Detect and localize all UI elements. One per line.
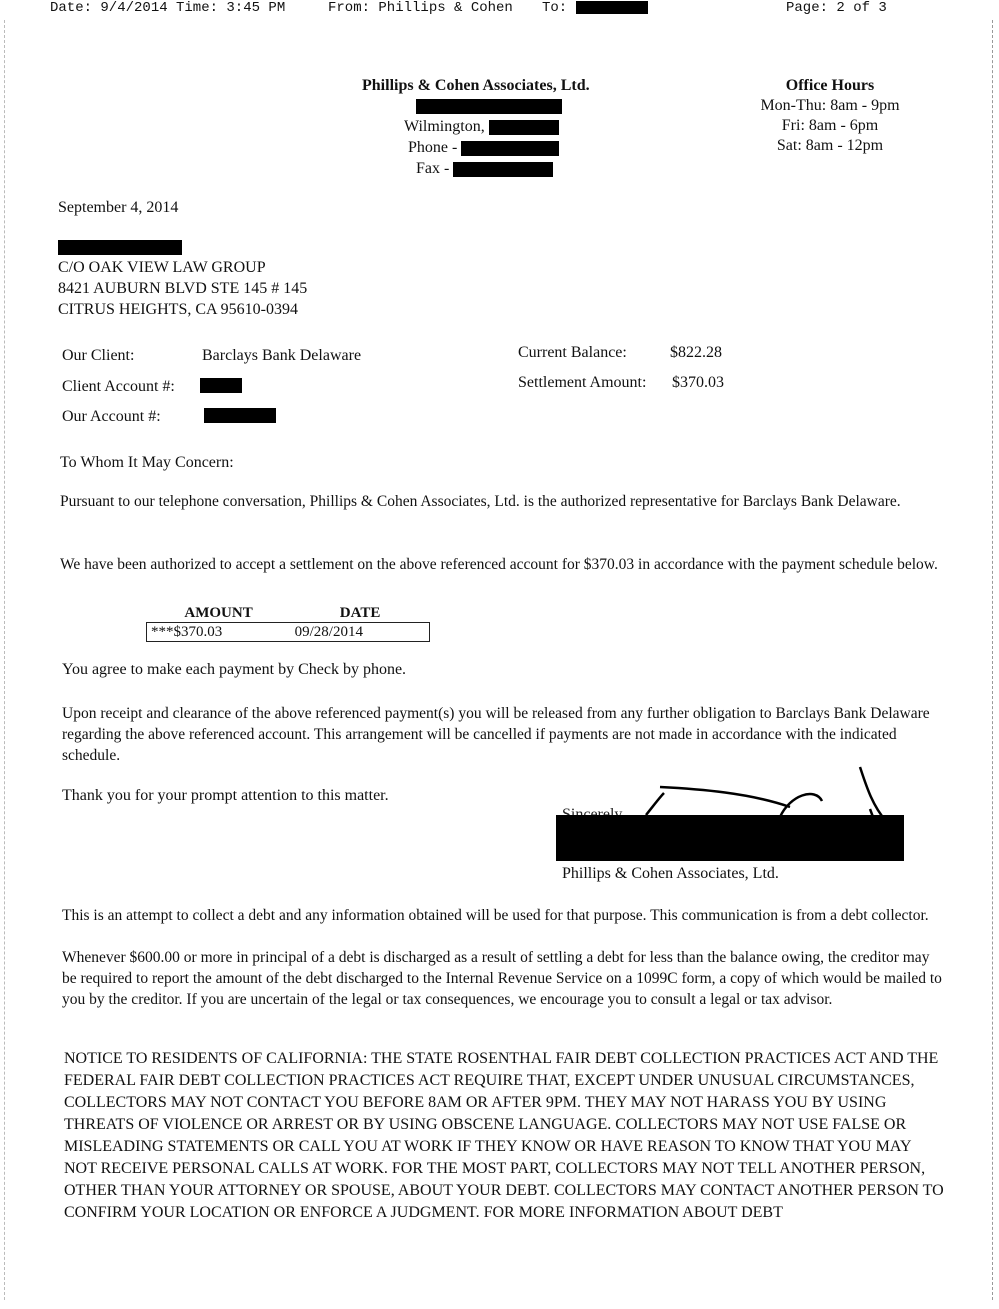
fax-date: Date: 9/4/2014 [50,0,168,16]
address-line: CITRUS HEIGHTS, CA 95610-0394 [58,301,299,318]
signer-redaction [556,815,904,861]
settlement-value: $370.03 [672,374,724,391]
paragraph-settlement: We have been authorized to accept a settlement on the above referenced account for $370.03 in accordance with the payment schedule below. [60,556,938,573]
redaction-bar [453,162,553,177]
redaction-bar [576,1,648,14]
fax-to [542,0,648,16]
office-hours-title: Office Hours [785,77,875,94]
our-client-value: Barclays Bank Delaware [202,347,362,364]
redaction-bar [200,378,242,393]
company-name: Phillips & Cohen Associates, Ltd. [362,77,590,94]
office-hours-line: Mon-Thu: 8am - 9pm [760,97,900,114]
client-account-label: Client Account #: [62,378,175,395]
client-account-redaction [200,376,242,394]
settlement-label: Settlement Amount: [518,374,647,391]
date-header: DATE [339,605,381,621]
paragraph-release: Upon receipt and clearance of the above referenced payment(s) you will be released from any further obligation to Barclays Bank Delaware regarding the above referenced account. This arrangement will be cancelled if payments are not made in accordance with the indicated schedule. [62,705,930,764]
paragraph-representative: Pursuant to our telephone conversation, Phillips & Cohen Associates, Ltd. is the authorized representative for Barclays Bank Delaware. [60,493,901,510]
scan-edge-right [992,20,993,1300]
address-line: 8421 AUBURN BLVD STE 145 # 145 [58,280,308,297]
redaction-bar [58,240,182,255]
our-account-redaction [204,406,276,424]
payment-schedule-table [146,604,430,642]
our-client-label: Our Client: [62,347,135,364]
fax-from: From: Phillips & Cohen [328,0,513,16]
paragraph-payment-method: You agree to make each payment by Check by phone. [62,661,407,678]
fax-line [416,159,553,179]
amount-cell: ***$370.03 [147,623,291,642]
signature-company: Phillips & Cohen Associates, Ltd. [562,865,779,882]
fax-page: Page: 2 of 3 [786,0,887,16]
office-hours-line: Fri: 8am - 6pm [781,117,879,134]
city-label: Wilmington, [404,118,485,135]
debt-collector-disclosure: This is an attempt to collect a debt and any information obtained will be used for that purpose. This communication is from a debt collector. [62,907,929,924]
street-redaction [416,97,562,115]
current-balance-value: $822.28 [670,344,722,361]
office-hours-line: Sat: 8am - 12pm [776,137,884,154]
letter-date: September 4, 2014 [58,199,179,216]
redaction-bar [204,408,276,423]
recipient-name-redaction [58,238,182,256]
table-header-row [147,604,430,623]
date-cell: 09/28/2014 [291,623,430,642]
office-hours [746,76,914,156]
phone-label: Phone - [408,139,458,156]
redaction-bar [489,120,559,135]
fax-label: Fax - [416,160,450,177]
current-balance-label: Current Balance: [518,344,627,361]
fax-to-label: To: [542,0,568,16]
paragraph-thanks: Thank you for your prompt attention to this matter. [62,787,389,804]
california-notice: NOTICE TO RESIDENTS OF CALIFORNIA: THE STATE ROSENTHAL FAIR DEBT COLLECTION PRACTICES ACT AND THE FEDERAL FAIR DEBT COLLECTION PRACTICES ACT REQUIRE THAT, EXCEPT UNDER UNUSUAL CIRCUMSTANCES, COLLECTORS MAY NOT CONTACT YOU BEFORE 8AM OR AFTER 9PM. THEY MAY NOT HARASS YOU BY USING THREATS OF VIOLENCE OR ARREST OR BY USING OBSCENE LANGUAGE. COLLECTORS MAY NOT USE FALSE OR MISLEADING STATEMENTS OR CALL YOU AT WORK IF THEY KNOW OR HAVE REASON TO KNOW THAT YOU MAY NOT RECEIVE PERSONAL CALLS AT WORK. FOR THE MOST PART, COLLECTORS MAY NOT TELL ANOTHER PERSON, OTHER THAN YOUR ATTORNEY OR SPOUSE, ABOUT YOUR DEBT. COLLECTORS MAY CONTACT ANOTHER PERSON TO CONFIRM YOUR LOCATION OR ENFORCE A JUDGMENT. FOR MORE INFORMATION ABOUT DEBT [64,1050,944,1221]
our-account-label: Our Account #: [62,408,161,425]
address-line: C/O OAK VIEW LAW GROUP [58,259,266,276]
fax-time: Time: 3:45 PM [176,0,286,16]
salutation: To Whom It May Concern: [60,454,234,471]
redaction-bar [461,141,559,156]
city-line [404,117,559,137]
phone-line [408,138,559,158]
table-row [147,623,430,642]
amount-header: AMOUNT [184,605,253,621]
redaction-bar [556,815,904,861]
scan-edge-left [4,20,5,1300]
tax-disclosure: Whenever $600.00 or more in principal of a debt is discharged as a result of settling a debt for less than the balance owing, the creditor may be required to report the amount of the debt discharged to the Internal Revenue Service on a 1099C form, a copy of which would be mailed to you by the creditor. If you are uncertain of the legal or tax consequences, we encourage you to consult a legal or tax advisor. [62,949,942,1008]
redaction-bar [416,99,562,114]
